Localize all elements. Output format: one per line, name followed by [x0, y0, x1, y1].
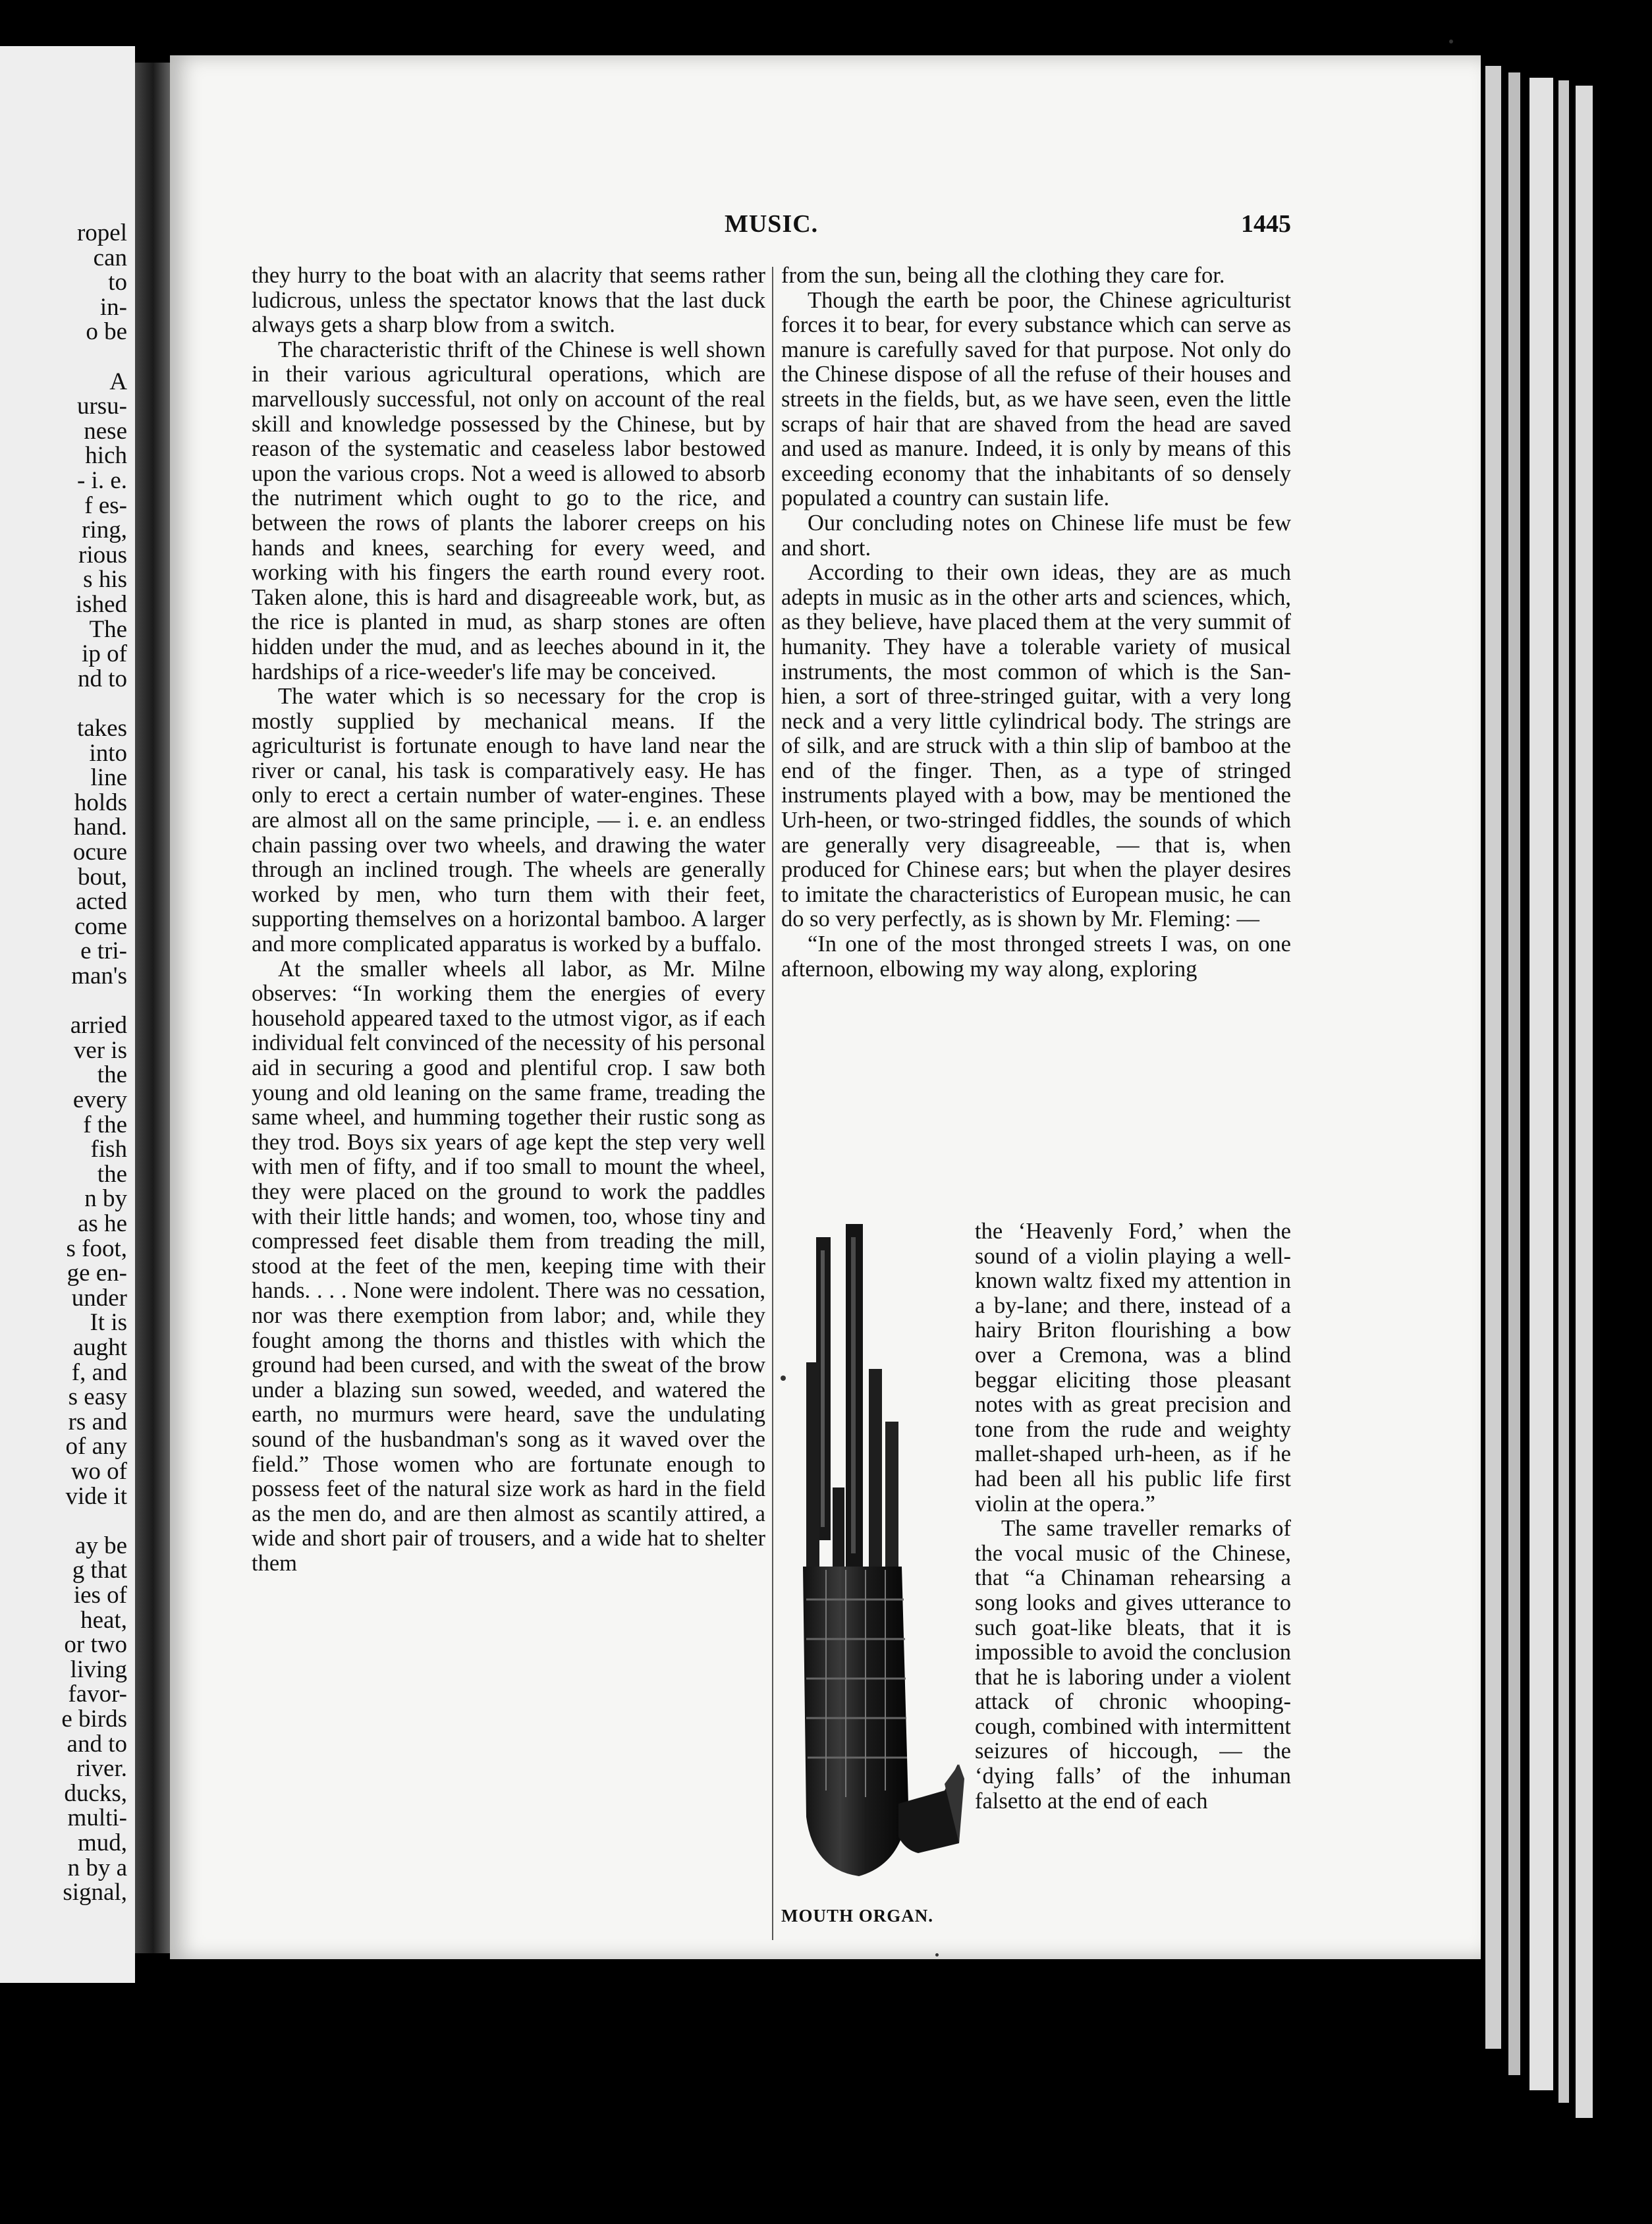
facing-page-text-fragment: to: [108, 269, 127, 296]
left-text-column: [252, 264, 765, 1576]
facing-page-text-fragment: n by a: [67, 1854, 127, 1881]
facing-page-text-fragment: ocure: [72, 839, 127, 866]
facing-page-text-fragment: A: [109, 368, 127, 395]
facing-page-text-fragment: heat,: [80, 1606, 127, 1634]
paragraph: from the sun, being all the clothing they care for.: [781, 263, 1225, 288]
facing-page-text-fragment: every: [72, 1086, 127, 1113]
facing-page-text-fragment: It is: [90, 1309, 127, 1337]
paragraph: “In one of the most thronged streets I was, on one afternoon, elbowing my way along, exploring: [781, 931, 1291, 982]
facing-page-text-fragment: ducks,: [64, 1779, 127, 1807]
facing-page-text-fragment: ip of: [82, 640, 127, 668]
facing-page-text-fragment: as he: [78, 1210, 127, 1237]
facing-page-text-fragment: o be: [86, 318, 127, 346]
facing-page-text-fragment: man's: [71, 962, 127, 989]
facing-page-text-fragment: holds: [74, 789, 127, 816]
page-edge: [1576, 86, 1593, 2118]
facing-page-fragment: [0, 46, 135, 1983]
right-text-column: [781, 264, 1291, 982]
speck: [935, 1953, 939, 1957]
page-header: [250, 209, 1291, 242]
facing-page-text-fragment: ropel: [76, 219, 127, 246]
facing-page-text-fragment: e tri-: [80, 937, 127, 965]
facing-page-text-fragment: into: [89, 739, 127, 767]
facing-page-text-fragment: acted: [75, 888, 127, 916]
mouth-organ-illustration-icon: [786, 1211, 977, 1896]
speck: [781, 1376, 786, 1381]
facing-page-text-fragment: or two: [64, 1631, 127, 1659]
paragraph: The same traveller remarks of the vocal music of the Chinese, that “a Chinaman rehearsing a song looks and gives utterance to such goat-like bleats, that it is impossible to avoid the conclusion that he is laboring under a violent attack of chronic whooping-cough, combined with intermittent seizures of hiccough, — the ‘dying falls’ of the inhuman falsetto at the end of each: [975, 1516, 1291, 1814]
facing-page-text-fragment: ay be: [74, 1532, 127, 1559]
facing-page-text-fragment: n by: [84, 1185, 127, 1213]
facing-page-text-fragment: f, and: [71, 1358, 127, 1386]
facing-page-text-fragment: can: [93, 244, 127, 271]
wrapped-text-column: [975, 1219, 1291, 1814]
facing-page-text-fragment: hich: [85, 442, 127, 470]
facing-page-text-fragment: The: [89, 615, 127, 643]
facing-page-text-fragment: aught: [72, 1334, 127, 1361]
mouth-organ-figure: [781, 1211, 979, 1942]
facing-page-text-fragment: ies of: [73, 1582, 127, 1609]
facing-page-text-fragment: e birds: [61, 1706, 127, 1733]
facing-page-text-fragment: wo of: [70, 1458, 127, 1485]
facing-page-text-fragment: rs and: [68, 1408, 127, 1435]
page-edge: [1529, 78, 1553, 2090]
facing-page-text-fragment: under: [71, 1284, 127, 1312]
facing-page-text-fragment: fish: [90, 1136, 127, 1163]
paragraph: The water which is so necessary for the crop is mostly supplied by mechanical means. If the agriculturist is fortunate enough to have land near the river or canal, his task is comparatively easy. He has only to erect a certain number of water-engines. These are almost all on the same principle, — i. e. an endless chain passing over two wheels, and drawing the water through an inclined trough. The wheels are generally worked by men, who turn them with their feet, supporting themselves on a horizontal bamboo. A larger and more complicated apparatus is worked by a buffalo.: [252, 684, 765, 957]
paragraph: According to their own ideas, they are as much adepts in music as in the other arts and sciences, which, as they believe, have placed them at the very summit of humanity. They have a tolerable variety of musical instruments, the most common of which is the San-hien, a sort of three-stringed guitar, with a very long neck and a very little cylindrical body. The strings are of silk, and are struck with a thin slip of bamboo at the end of the finger. Then, as a type of stringed instruments played with a bow, may be mentioned the Urh-heen, or two-stringed fiddles, the sounds of which are generally very disagreeable, — that is, when produced for Chinese ears; but when the player desires to imitate the characteristics of European music, he can do so very perfectly, as is shown by Mr. Fleming: —: [781, 560, 1291, 932]
facing-page-text-fragment: s foot,: [66, 1235, 127, 1262]
column-divider: [772, 267, 773, 1940]
facing-page-text-fragment: hand.: [73, 814, 127, 841]
paragraph: Our concluding notes on Chinese life must be few and short.: [781, 510, 1291, 561]
paragraph: the ‘Heavenly Ford,’ when the sound of a violin playing a well-known waltz fixed my attention in a by-lane; and there, instead of a hairy Briton flourishing a bow over a Cremona, was a blind beggar eliciting those pleasant notes with as great precision and tone from the rude and weighty mallet-shaped urh-heen, as if he had been all his public life first violin at the opera.”: [975, 1219, 1291, 1516]
facing-page-text-fragment: s easy: [68, 1383, 127, 1411]
facing-page-text-fragment: come: [74, 912, 127, 940]
facing-page-text-fragment: f the: [83, 1111, 127, 1138]
facing-page-text-fragment: and to: [67, 1730, 127, 1758]
facing-page-text-fragment: f es-: [84, 491, 127, 519]
book-gutter: [135, 63, 171, 1953]
facing-page-text-fragment: arried: [70, 1012, 127, 1040]
page-number: 1445: [1241, 210, 1291, 238]
facing-page-text-fragment: - i. e.: [76, 467, 127, 494]
figure-caption: MOUTH ORGAN.: [781, 1906, 933, 1926]
facing-page-text-fragment: multi-: [67, 1804, 127, 1832]
page-edge: [1485, 66, 1501, 2049]
paragraph: they hurry to the boat with an alacrity that seems rather ludicrous, unless the spectator knows that the last duck always gets a sharp blow from a switch.: [252, 263, 765, 338]
facing-page-text-fragment: takes: [76, 715, 127, 742]
page-edge: [1508, 72, 1520, 2075]
facing-page-text-fragment: river.: [76, 1755, 127, 1783]
facing-page-text-fragment: nese: [84, 417, 127, 445]
facing-page-text-fragment: living: [70, 1655, 127, 1683]
speck: [1449, 40, 1453, 43]
paragraph: At the smaller wheels all labor, as Mr. Milne observes: “In working them the energies of every household appeared taxed to the utmost vigor, as if each individual felt convinced of the necessity of his personal aid in securing a good and plentiful crop. I saw both young and old leaning on the same frame, treading the same wheel, and humming together their rustic song as they trod. Boys six years of age kept the step very well with men of fifty, and if too small to mount the wheel, they were placed on the ground to work the paddles with their little hands; and women, too, whose tiny and compressed feet disable them from treading the mill, stood at the feet of the men, keeping time with their hands. . . . None were indolent. There was no cessation, nor was there exemption from labor; and, while they fought among the thorns and thistles with which the ground had been cursed, and with the sweat of the brow under a blazing sun sowed, weeded, and watered the earth, no murmurs were heard, save the undulating sound of the husbandman's song as it waved over the field.” Those women who are fortunate enough to possess feet of the natural size work as hard in the field as the men do, and are then almost as scantily attired, a wide and short pair of trousers, and a wide hat to shelter them: [252, 956, 765, 1576]
facing-page-text-fragment: ver is: [73, 1036, 127, 1064]
facing-page-text-fragment: g that: [72, 1557, 127, 1584]
paragraph: Though the earth be poor, the Chinese agriculturist forces it to bear, for every substance which can serve as manure is carefully saved for that purpose. Not only do the Chinese dispose of all the refuse of their houses and streets in the fields, but, as we have seen, even the little scraps of hair that are shaved from the head are saved and used as manure. Indeed, it is only by means of this exceeding economy that the inhabitants of so densely populated a country can sustain life.: [781, 287, 1291, 511]
facing-page-text-fragment: vide it: [65, 1482, 127, 1510]
facing-page-text-fragment: s his: [83, 566, 127, 594]
facing-page-text-fragment: line: [90, 764, 127, 792]
running-title: MUSIC.: [725, 210, 819, 238]
page-edge: [1558, 80, 1569, 2103]
facing-page-text-fragment: signal,: [63, 1879, 127, 1906]
facing-page-text-fragment: ring,: [82, 516, 127, 544]
paragraph: The characteristic thrift of the Chinese is well shown in their various agricultural operations, which are marvellously successful, not only on account of the real skill and knowledge possessed by the Chinese, but by reason of the systematic and ceaseless labor bestowed upon the various crops. Not a weed is allowed to absorb the nutriment which ought to go to the rice, and between the rows of plants the laborer creeps on his hands and knees, searching for every weed, and working with his fingers the earth round every root. Taken alone, this is hard and disagreeable work, but, as the rice is planted in mud, as sharp stones are often hidden under the mud, and as leeches abound in it, the hardships of a rice-weeder's life may be conceived.: [252, 337, 765, 684]
facing-page-text-fragment: the: [97, 1160, 127, 1188]
facing-page-text-fragment: favor-: [68, 1681, 127, 1708]
facing-page-text-fragment: the: [97, 1061, 127, 1089]
facing-page-text-fragment: nd to: [77, 665, 127, 692]
facing-page-text-fragment: ursu-: [76, 393, 127, 420]
facing-page-text-fragment: rious: [78, 541, 127, 569]
facing-page-text-fragment: of any: [65, 1433, 127, 1460]
facing-page-text-fragment: in-: [99, 293, 127, 321]
facing-page-text-fragment: ished: [75, 591, 127, 618]
facing-page-text-fragment: bout,: [77, 863, 127, 891]
facing-page-text-fragment: ge en-: [67, 1260, 127, 1287]
facing-page-text-fragment: mud,: [77, 1829, 127, 1856]
